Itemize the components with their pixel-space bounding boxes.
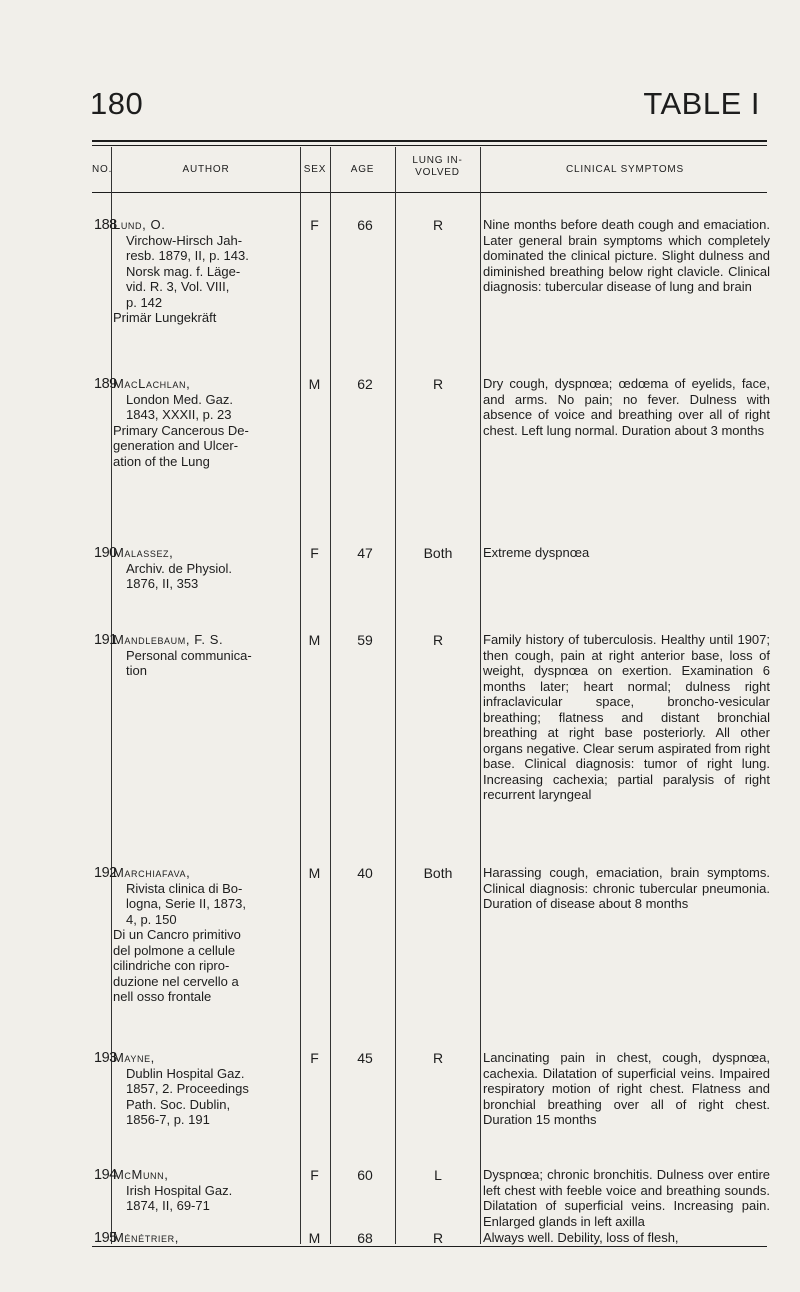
row-number: 194 xyxy=(94,1167,117,1183)
col-header-age: AGE xyxy=(350,164,375,175)
lung-cell: R xyxy=(432,1050,444,1066)
page-title: TABLE I xyxy=(643,86,760,121)
age-cell: 47 xyxy=(357,545,373,561)
sex-cell: F xyxy=(310,1050,319,1066)
author-name: Malassez, xyxy=(113,545,174,560)
author-cell xyxy=(113,1050,301,1128)
author-cell xyxy=(113,632,301,679)
author-name: Mandlebaum, F. S. xyxy=(113,632,224,647)
row-number: 191 xyxy=(94,632,117,648)
lung-cell: R xyxy=(432,1230,444,1246)
author-cell xyxy=(113,1230,301,1246)
author-reference: Personal communica- tion xyxy=(126,647,252,678)
age-cell: 40 xyxy=(357,865,373,881)
sex-cell: F xyxy=(310,217,319,233)
lung-cell: R xyxy=(432,632,444,648)
age-cell: 60 xyxy=(357,1167,373,1183)
sex-cell: F xyxy=(310,1167,319,1183)
author-reference: Rivista clinica di Bo- logna, Serie II, 1873, 4, p. 150 xyxy=(126,880,246,927)
author-name: McMunn, xyxy=(113,1167,169,1182)
sex-cell: M xyxy=(308,1230,321,1246)
author-cell xyxy=(113,217,301,326)
col-divider xyxy=(111,147,112,1244)
col-header-symptoms: CLINICAL SYMPTOMS xyxy=(565,164,685,175)
row-number: 193 xyxy=(94,1050,117,1066)
author-name: Lund, O. xyxy=(113,217,166,232)
col-header-lung: LUNG IN- VOLVED xyxy=(412,155,463,178)
row-number: 190 xyxy=(94,545,117,561)
top-rule xyxy=(92,140,767,142)
author-cell xyxy=(113,376,301,469)
author-cell xyxy=(113,1167,301,1214)
age-cell: 59 xyxy=(357,632,373,648)
lung-cell: Both xyxy=(423,545,453,561)
sex-cell: M xyxy=(308,632,321,648)
author-reference: Irish Hospital Gaz. 1874, II, 69-71 xyxy=(126,1182,233,1213)
symptoms-cell: Lancinating pain in chest, cough, dyspnœa, cachexia. Dilatation of superficial veins. Impaired respiratory motion of right chest. Flatness and bronchial breathing over all of right chest. Duration 15 months xyxy=(483,1050,770,1127)
bottom-rule xyxy=(92,1246,767,1247)
author-name: Marchiafava, xyxy=(113,865,191,880)
article-title: Primary Cancerous De- generation and Ulcer- ation of the Lung xyxy=(113,422,249,469)
sex-cell: M xyxy=(308,865,321,881)
age-cell: 68 xyxy=(357,1230,373,1246)
row-number: 188 xyxy=(94,217,117,233)
author-reference: London Med. Gaz. 1843, XXXII, p. 23 xyxy=(126,391,233,422)
top-rule-thin xyxy=(92,145,767,146)
lung-cell: R xyxy=(432,217,444,233)
author-reference: Dublin Hospital Gaz. 1857, 2. Proceedings Path. Soc. Dublin, 1856-7, p. 191 xyxy=(126,1065,249,1127)
symptoms-cell: Dry cough, dyspnœa; œdœma of eyelids, face, and arms. No pain; no fever. Dulness with absence of voice and breathing over all of right chest. Left lung normal. Duration about 3 months xyxy=(483,376,770,438)
sex-cell: F xyxy=(310,545,319,561)
header-rule xyxy=(92,192,767,193)
age-cell: 45 xyxy=(357,1050,373,1066)
symptoms-cell: Family history of tuberculosis. Healthy until 1907; then cough, pain at right anterior base, loss of weight, dyspnœa on exertion. Examination 6 months later; heart normal; dulness right infraclavicular space, broncho-vesicular breathing; flatness and distant bronchial breathing at right base posteriorly. All other organs negative. Clear serum aspirated from right base. Clinical diagnosis: tumor of right lung. Increasing cachexia; partial paralysis of right recurrent laryngeal xyxy=(483,632,770,802)
lung-cell: R xyxy=(432,376,444,392)
lung-cell: L xyxy=(434,1167,442,1183)
article-title: Di un Cancro primitivo del polmone a cellule cilindriche con ripro- duzione nel cervello a nell osso frontale xyxy=(113,927,241,1004)
author-reference: Archiv. de Physiol. 1876, II, 353 xyxy=(126,560,232,591)
article-title: Primär Lungekräft xyxy=(113,310,217,325)
lung-cell: Both xyxy=(423,865,453,881)
col-divider xyxy=(330,147,331,1244)
author-name: MacLachlan, xyxy=(113,376,191,391)
row-number: 195 xyxy=(94,1230,117,1246)
symptoms-cell: Harassing cough, emaciation, brain symptoms. Clinical diagnosis: chronic tubercular pneumonia. Duration of disease about 8 months xyxy=(483,865,770,911)
symptoms-cell: Dyspnœa; chronic bronchitis. Dulness over entire left chest with feeble voice and breathing sounds. Dilatation of superficial veins. Increasing pain. Enlarged glands in left axilla xyxy=(483,1167,770,1229)
col-header-no: NO. xyxy=(92,164,113,175)
col-divider xyxy=(480,147,481,1244)
symptoms-cell: Nine months before death cough and emaciation. Later general brain symptoms which completely dominated the clinical picture. Slight dulness and diminished breathing below right clavicle. Clinical diagnosis: tubercular disease of lung and brain xyxy=(483,217,770,294)
page-number: 180 xyxy=(90,86,144,121)
author-cell xyxy=(113,865,301,1005)
row-number: 192 xyxy=(94,865,117,881)
row-number: 189 xyxy=(94,376,117,392)
age-cell: 66 xyxy=(357,217,373,233)
symptoms-cell: Always well. Debility, loss of flesh, xyxy=(483,1230,679,1245)
col-divider xyxy=(395,147,396,1244)
author-cell xyxy=(113,545,301,592)
symptoms-cell: Extreme dyspnœa xyxy=(483,545,590,560)
sex-cell: M xyxy=(308,376,321,392)
author-reference: Virchow-Hirsch Jah- resb. 1879, II, p. 143. Norsk mag. f. Läge- vid. R. 3, Vol. VIII, p. 142 xyxy=(126,232,249,310)
age-cell: 62 xyxy=(357,376,373,392)
col-header-sex: SEX xyxy=(303,164,327,175)
author-name: Ménétrier, xyxy=(113,1230,179,1245)
author-name: Mayne, xyxy=(113,1050,155,1065)
col-header-author: AUTHOR xyxy=(182,164,230,175)
